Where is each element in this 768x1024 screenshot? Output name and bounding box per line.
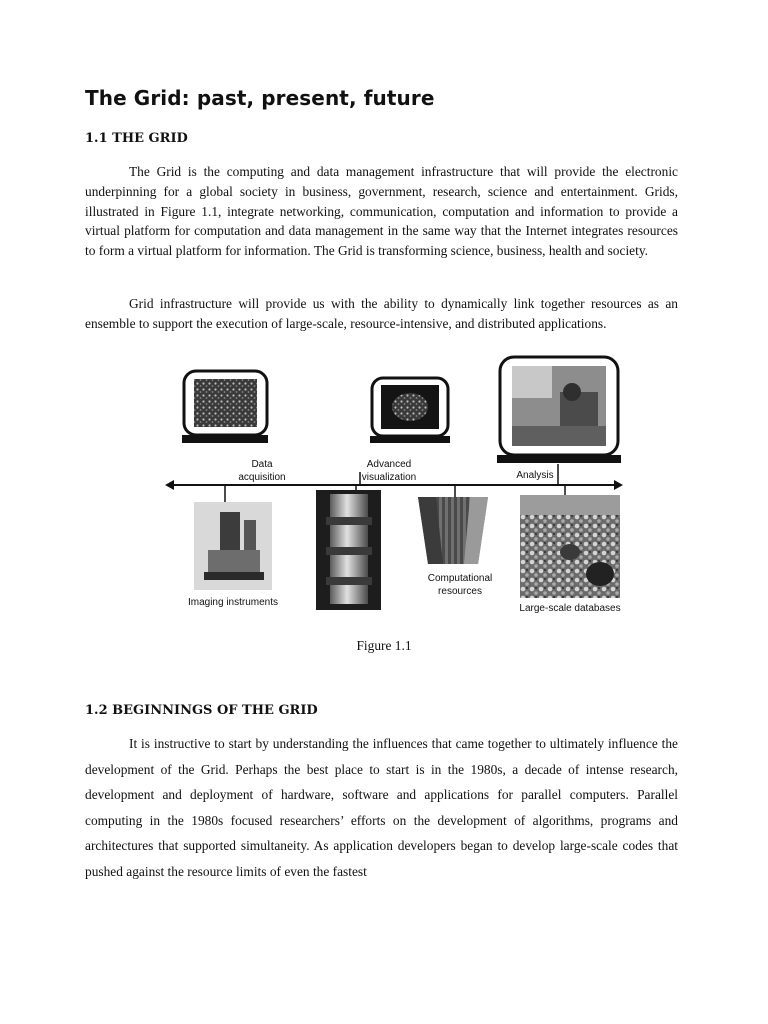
- paragraph-grid-infrastructure: Grid infrastructure will provide us with the ability to dynamically link together resources as an ensemble to support the execution of large-scale, resource-intensive, and distributed applications.: [85, 296, 678, 331]
- paragraph-beginnings: It is instructive to start by understanding the influences that came together to ultimately influence the development of the Grid. Perhaps the best place to start is in the 1980s, a decade of intense research, development and deployment of hardware, software and applications for parallel computers. Parallel computing in the 1980s focused researchers’ efforts on the development of algorithms, programs and architectures that supported simultaneity. As application developers began to develop large-scale codes that pushed against the resource limits of even the fastest: [85, 736, 678, 879]
- label-advanced-visualization: Advanced visualization: [361, 459, 417, 483]
- document-title: The Grid: past, present, future: [85, 86, 435, 110]
- section-heading-1-2: 1.2 BEGINNINGS OF THE GRID: [85, 703, 318, 718]
- label-large-scale-databases: Large-scale databases: [519, 603, 621, 614]
- monitor-analysis-icon: [497, 357, 621, 463]
- monitor-visualization-icon: [370, 378, 450, 443]
- paragraph-grid-definition: The Grid is the computing and data management infrastructure that will provide the electronic underpinning for a global society in business, government, research, science and entertainment. Grids, illustrated in Figure 1.1, integrate networking, communication, computation and information to provide a virtual platform for computation and data management in the same way that the Internet integrates resources to form a virtual platform for information. The Grid is transforming science, business, health and society.: [85, 164, 678, 259]
- label-imaging-instruments: Imaging instruments: [187, 597, 279, 608]
- figure-caption: Figure 1.1: [356, 638, 412, 653]
- monitor-data-acquisition-icon: [182, 371, 268, 443]
- computational-resources-image: [418, 497, 488, 564]
- large-scale-databases-image: [520, 495, 620, 598]
- figure-1-1-grid-diagram: [160, 352, 628, 622]
- imaging-instruments-image: [194, 502, 272, 590]
- label-analysis: Analysis: [516, 470, 554, 481]
- supercomputer-image: [316, 490, 381, 610]
- section-heading-1-1: 1.1 THE GRID: [85, 131, 188, 146]
- label-data-acquisition: Data acquisition: [238, 459, 286, 483]
- grid-diagram-artwork: [160, 352, 628, 622]
- label-computational-resources: Computational resources: [427, 573, 493, 597]
